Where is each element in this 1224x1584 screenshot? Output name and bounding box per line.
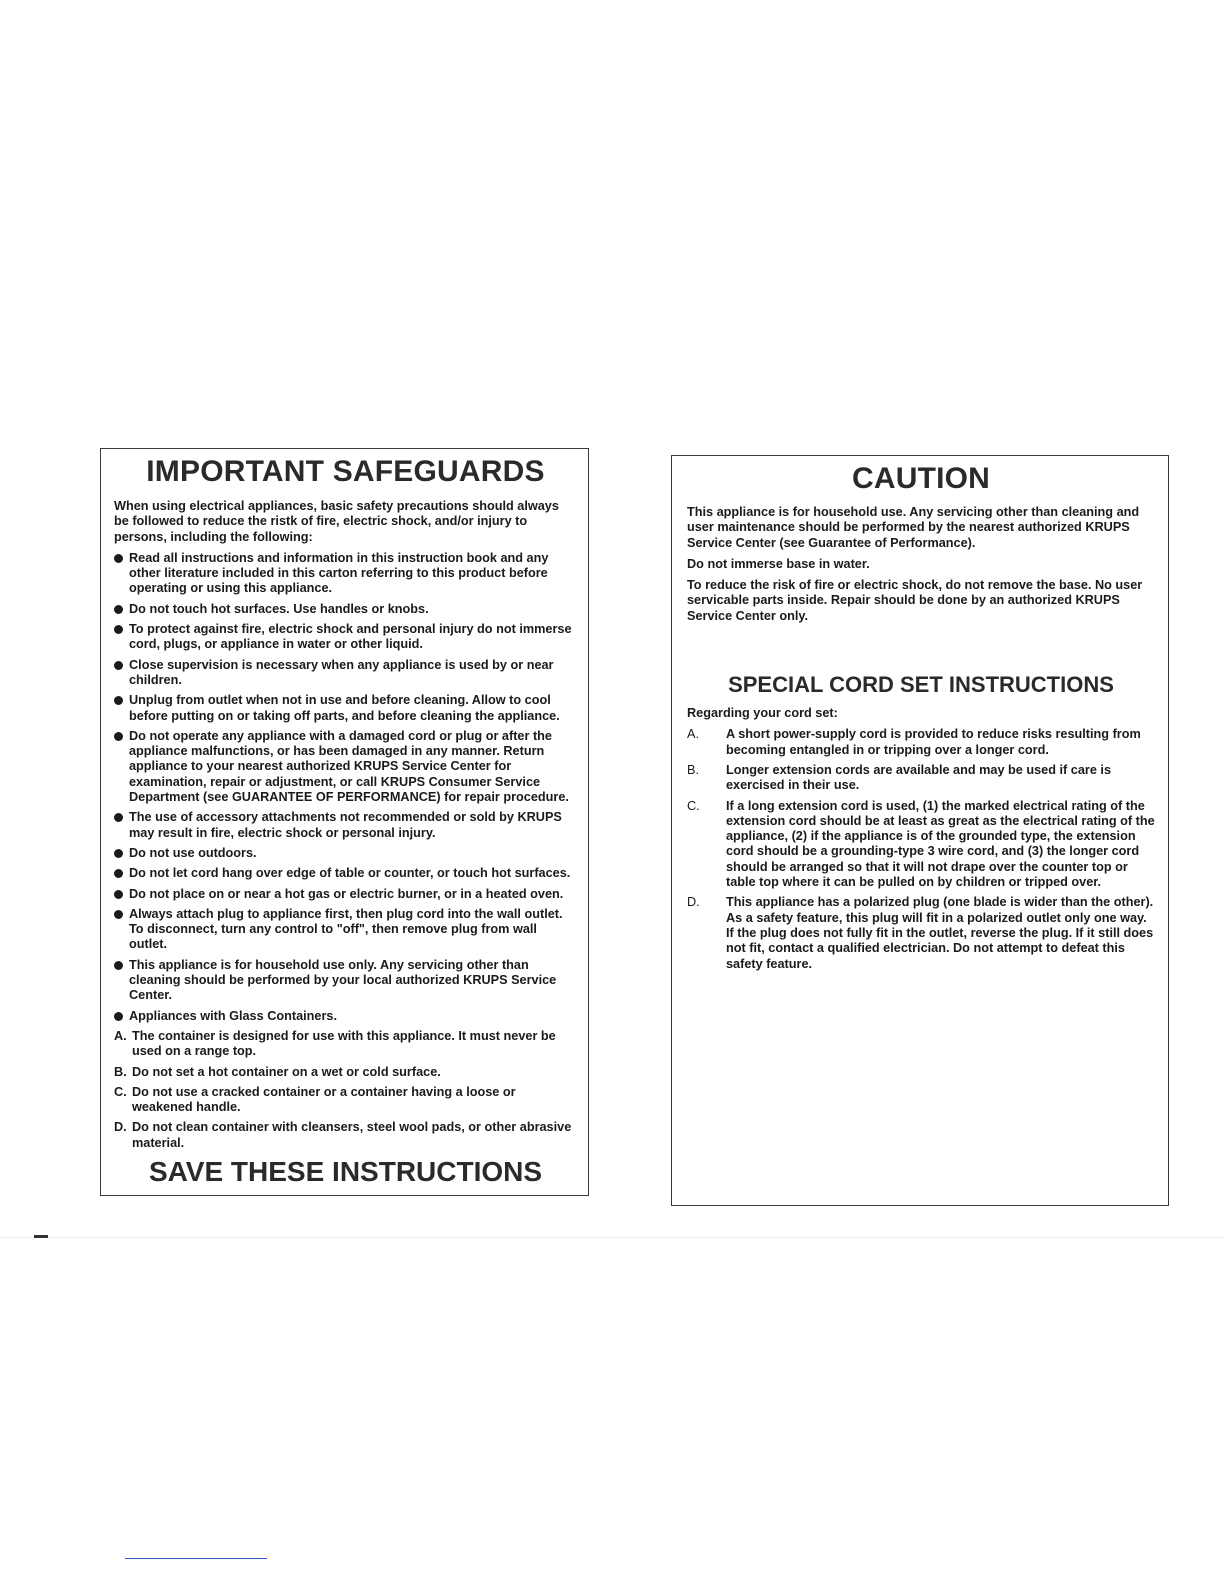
scan-mark — [34, 1235, 48, 1238]
list-item-text: Close supervision is necessary when any appliance is used by or near children. — [129, 657, 554, 687]
list-item — [687, 763, 1155, 794]
list-item — [114, 729, 577, 805]
list-item-text: Do not clean container with cleansers, steel wool pads, or other abrasive material. — [132, 1120, 572, 1150]
bullet-icon — [114, 813, 123, 822]
list-item-text: To protect against fire, electric shock and personal injury do not immerse cord, plugs, or appliance in water or other liquid. — [129, 622, 572, 652]
bullet-icon — [114, 849, 123, 858]
bullet-icon — [114, 890, 123, 899]
list-item-text: Do not use outdoors. — [129, 845, 257, 860]
cord-set-title: SPECIAL CORD SET INSTRUCTIONS — [728, 672, 1114, 698]
list-item — [114, 866, 577, 881]
scan-underline-mark — [125, 1558, 267, 1559]
list-item — [114, 622, 577, 653]
list-item-text: The use of accessory attachments not recommended or sold by KRUPS may result in fire, electric shock or personal injury. — [129, 810, 562, 840]
list-item — [114, 658, 577, 689]
list-item-text: If a long extension cord is used, (1) the marked electrical rating of the extension cord should be at least as great as the electrical rating of the appliance, (2) if the appliance is of the grounded type, the extension cord should be a grounding-type 3 wire cord, and (3) the longer cord should be arranged so that it will not drape over the counter top or table top where it can be pulled on by children or tripped over. — [726, 798, 1155, 890]
caution-paragraph: This appliance is for household use. Any servicing other than cleaning and user maintenance should be performed by the nearest authorized KRUPS Service Center (see Guarantee of Performance). — [687, 505, 1140, 550]
list-item-text: Appliances with Glass Containers. — [129, 1008, 337, 1023]
item-marker: B. — [687, 762, 699, 777]
item-marker: D. — [114, 1120, 127, 1135]
bullet-icon — [114, 1012, 123, 1021]
cord-set-list — [687, 727, 1155, 971]
list-item — [114, 1029, 577, 1060]
list-item — [114, 551, 577, 597]
list-item — [114, 1085, 577, 1116]
list-item-text: Always attach plug to appliance first, then plug cord into the wall outlet. To disconnect, turn any control to "off", then remove plug from wall outlet. — [129, 906, 563, 952]
item-marker: C. — [114, 1084, 127, 1099]
list-item-text: This appliance is for household use only. Any servicing other than cleaning should be performed by your local authorized KRUPS Service Center. — [129, 957, 557, 1003]
safeguards-intro: When using electrical appliances, basic safety precautions should always be followed to reduce the ristk of fire, electric shock, and/or injury to persons, including the following: — [114, 499, 559, 544]
item-marker: D. — [687, 895, 700, 910]
list-item-text: Do not set a hot container on a wet or cold surface. — [132, 1064, 441, 1079]
bullet-icon — [114, 732, 123, 741]
list-item-text: Do not touch hot surfaces. Use handles or knobs. — [129, 601, 429, 616]
list-item-text: A short power-supply cord is provided to reduce risks resulting from becoming entangled in or tripping over a longer cord. — [726, 727, 1141, 757]
scan-fold-line — [0, 1237, 1224, 1238]
list-item — [687, 895, 1155, 971]
item-marker: C. — [687, 798, 700, 813]
caution-title: CAUTION — [851, 462, 991, 495]
list-item — [114, 1009, 577, 1024]
safeguards-title: IMPORTANT SAFEGUARDS — [146, 455, 545, 488]
bullet-icon — [114, 661, 123, 670]
list-item-text: The container is designed for use with this appliance. It must never be used on a range top. — [132, 1028, 556, 1059]
list-item — [687, 727, 1155, 758]
bullet-icon — [114, 605, 123, 614]
bullet-icon — [114, 696, 123, 705]
list-item-text: Do not let cord hang over edge of table or counter, or touch hot surfaces. — [129, 866, 571, 881]
item-marker: B. — [114, 1064, 127, 1079]
list-item — [687, 799, 1155, 891]
list-item-text: Unplug from outlet when not in use and before cleaning. Allow to cool before putting on or taking off parts, and before cleaning the appliance. — [129, 693, 560, 723]
save-instructions-footer: SAVE THESE INSTRUCTIONS — [148, 1155, 543, 1187]
caution-panel — [671, 455, 1169, 1206]
bullet-icon — [114, 554, 123, 563]
list-item-text: Do not operate any appliance with a damaged cord or plug or after the appliance malfunctions, or has been damaged in any manner. Return appliance to your nearest authorized KRUPS Service Center for examination, repair or adjustment, or call KRUPS Consumer Service Department (see GUARANTEE OF PERFORMANCE) for repair procedure. — [129, 728, 569, 805]
list-item — [114, 693, 577, 724]
list-item — [114, 887, 577, 902]
cord-set-intro: Regarding your cord set: — [687, 706, 838, 721]
bullet-icon — [114, 869, 123, 878]
list-item-text: Longer extension cords are available and may be used if care is exercised in their use. — [726, 762, 1112, 793]
list-item — [114, 1120, 577, 1151]
list-item — [114, 846, 577, 861]
bullet-icon — [114, 961, 123, 970]
caution-paragraph: To reduce the risk of fire or electric shock, do not remove the base. No user servicable parts inside. Repair should be done by an authorized KRUPS Service Center only. — [687, 578, 1143, 623]
important-safeguards-panel — [100, 448, 589, 1196]
list-item-text: Read all instructions and information in this instruction book and any other literature included in this carton referring to this product before operating or using this appliance. — [129, 550, 549, 596]
list-item — [114, 907, 577, 953]
list-item-text: Do not place on or near a hot gas or electric burner, or in a heated oven. — [129, 886, 564, 901]
list-item — [114, 602, 577, 617]
glass-container-list — [114, 1029, 577, 1151]
safeguards-list — [114, 551, 577, 1024]
list-item — [114, 1065, 577, 1080]
bullet-icon — [114, 625, 123, 634]
item-marker: A. — [687, 727, 699, 742]
list-item — [114, 958, 577, 1004]
list-item-text: Do not use a cracked container or a container having a loose or weakened handle. — [132, 1084, 516, 1115]
bullet-icon — [114, 910, 123, 919]
list-item-text: This appliance has a polarized plug (one blade is wider than the other). As a safety feature, this plug will fit in a polarized outlet only one way. If the plug does not fully fit in the outlet, reverse the plug. If it still does not fit, contact a qualified electrician. Do not attempt to defeat this safety feature. — [726, 895, 1154, 971]
item-marker: A. — [114, 1028, 127, 1043]
caution-paragraph: Do not immerse base in water. — [687, 556, 870, 571]
list-item — [114, 810, 577, 841]
